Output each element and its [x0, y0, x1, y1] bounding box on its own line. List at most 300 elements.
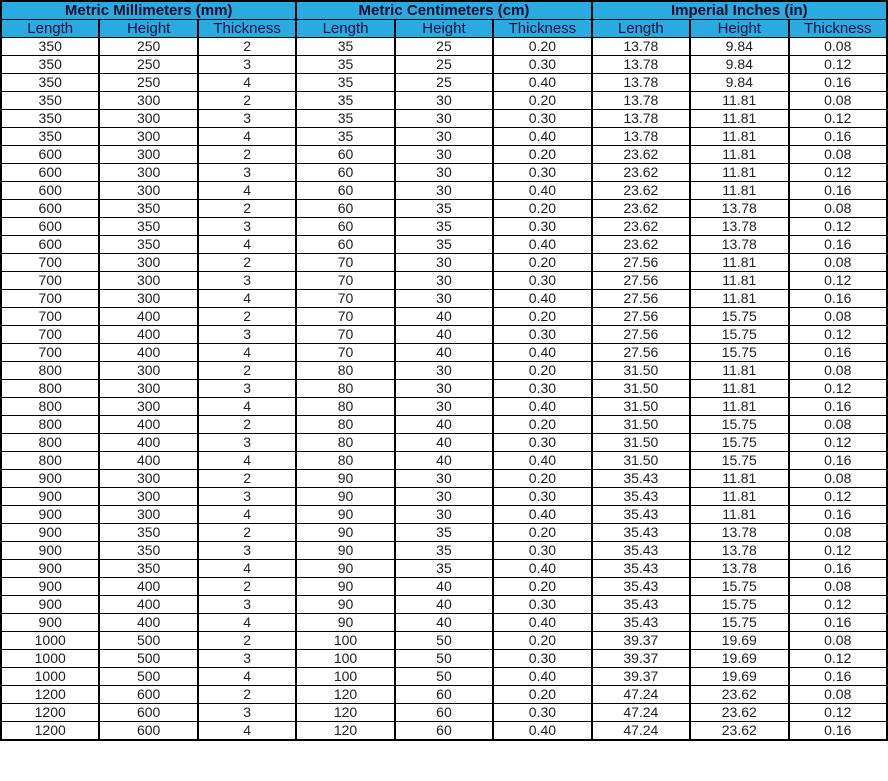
group-header-imperial-in: Imperial Inches (in) — [592, 1, 887, 20]
cell: 39.37 — [592, 632, 690, 650]
cell: 0.08 — [789, 308, 888, 326]
cell: 11.81 — [690, 398, 788, 416]
cell: 700 — [1, 272, 99, 290]
cell: 4 — [198, 506, 296, 524]
cell: 0.20 — [493, 578, 591, 596]
cell: 39.37 — [592, 668, 690, 686]
table-row — [1, 596, 887, 614]
cell: 300 — [99, 488, 197, 506]
cell: 35 — [296, 92, 394, 110]
cell: 30 — [395, 254, 493, 272]
cell: 300 — [99, 254, 197, 272]
cell: 0.12 — [789, 218, 888, 236]
cell: 60 — [296, 200, 394, 218]
cell: 0.16 — [789, 74, 888, 92]
cell: 0.16 — [789, 560, 888, 578]
cell: 600 — [99, 704, 197, 722]
cell: 30 — [395, 506, 493, 524]
cell: 40 — [395, 344, 493, 362]
cell: 4 — [198, 560, 296, 578]
cell: 900 — [1, 488, 99, 506]
cell: 0.16 — [789, 506, 888, 524]
column-header-cm-height: Height — [395, 20, 493, 38]
cell: 30 — [395, 128, 493, 146]
cell: 15.75 — [690, 416, 788, 434]
cell: 25 — [395, 74, 493, 92]
table-row — [1, 326, 887, 344]
cell: 35 — [395, 560, 493, 578]
cell: 13.78 — [690, 218, 788, 236]
cell: 600 — [1, 164, 99, 182]
cell: 25 — [395, 56, 493, 74]
cell: 4 — [198, 452, 296, 470]
cell: 3 — [198, 380, 296, 398]
cell: 0.30 — [493, 218, 591, 236]
column-header-cm-length: Length — [296, 20, 394, 38]
cell: 9.84 — [690, 56, 788, 74]
cell: 1200 — [1, 686, 99, 704]
cell: 2 — [198, 632, 296, 650]
cell: 35.43 — [592, 614, 690, 632]
cell: 0.20 — [493, 146, 591, 164]
cell: 0.40 — [493, 290, 591, 308]
table-row — [1, 272, 887, 290]
cell: 0.08 — [789, 416, 888, 434]
cell: 15.75 — [690, 452, 788, 470]
cell: 90 — [296, 488, 394, 506]
cell: 300 — [99, 146, 197, 164]
cell: 0.12 — [789, 542, 888, 560]
cell: 23.62 — [592, 182, 690, 200]
cell: 23.62 — [592, 218, 690, 236]
cell: 0.30 — [493, 380, 591, 398]
table-body — [1, 38, 887, 741]
table-row — [1, 38, 887, 56]
cell: 0.16 — [789, 236, 888, 254]
cell: 800 — [1, 452, 99, 470]
cell: 27.56 — [592, 308, 690, 326]
cell: 60 — [395, 686, 493, 704]
cell: 19.69 — [690, 668, 788, 686]
cell: 15.75 — [690, 326, 788, 344]
table-row — [1, 200, 887, 218]
cell: 2 — [198, 362, 296, 380]
cell: 13.78 — [690, 236, 788, 254]
cell: 600 — [1, 236, 99, 254]
cell: 47.24 — [592, 722, 690, 741]
cell: 0.08 — [789, 686, 888, 704]
cell: 0.30 — [493, 272, 591, 290]
cell: 13.78 — [592, 56, 690, 74]
cell: 25 — [395, 38, 493, 56]
cell: 0.16 — [789, 668, 888, 686]
cell: 0.12 — [789, 380, 888, 398]
cell: 400 — [99, 326, 197, 344]
cell: 0.16 — [789, 128, 888, 146]
column-header-mm-height: Height — [99, 20, 197, 38]
cell: 0.20 — [493, 362, 591, 380]
cell: 0.20 — [493, 200, 591, 218]
cell: 35.43 — [592, 578, 690, 596]
cell: 500 — [99, 650, 197, 668]
cell: 19.69 — [690, 632, 788, 650]
table-row — [1, 434, 887, 452]
cell: 90 — [296, 470, 394, 488]
cell: 40 — [395, 578, 493, 596]
cell: 2 — [198, 146, 296, 164]
cell: 90 — [296, 596, 394, 614]
table-row — [1, 308, 887, 326]
cell: 35 — [395, 542, 493, 560]
cell: 0.08 — [789, 470, 888, 488]
cell: 9.84 — [690, 74, 788, 92]
table-row — [1, 344, 887, 362]
cell: 35 — [395, 236, 493, 254]
cell: 4 — [198, 182, 296, 200]
table-row — [1, 452, 887, 470]
table-row — [1, 506, 887, 524]
cell: 250 — [99, 56, 197, 74]
cell: 250 — [99, 74, 197, 92]
cell: 800 — [1, 434, 99, 452]
cell: 0.08 — [789, 92, 888, 110]
cell: 400 — [99, 308, 197, 326]
cell: 31.50 — [592, 362, 690, 380]
cell: 300 — [99, 128, 197, 146]
cell: 2 — [198, 92, 296, 110]
cell: 9.84 — [690, 38, 788, 56]
cell: 0.20 — [493, 686, 591, 704]
cell: 27.56 — [592, 290, 690, 308]
cell: 11.81 — [690, 254, 788, 272]
cell: 0.20 — [493, 632, 591, 650]
table-row — [1, 398, 887, 416]
table-row — [1, 722, 887, 741]
cell: 600 — [1, 146, 99, 164]
cell: 600 — [1, 218, 99, 236]
cell: 0.08 — [789, 632, 888, 650]
table-row — [1, 236, 887, 254]
cell: 27.56 — [592, 344, 690, 362]
cell: 0.16 — [789, 398, 888, 416]
cell: 350 — [1, 110, 99, 128]
cell: 35 — [395, 524, 493, 542]
cell: 13.78 — [690, 524, 788, 542]
cell: 13.78 — [690, 542, 788, 560]
cell: 3 — [198, 434, 296, 452]
cell: 1000 — [1, 668, 99, 686]
table-row — [1, 380, 887, 398]
cell: 0.20 — [493, 524, 591, 542]
cell: 60 — [296, 236, 394, 254]
cell: 500 — [99, 632, 197, 650]
cell: 60 — [296, 218, 394, 236]
cell: 80 — [296, 380, 394, 398]
cell: 400 — [99, 452, 197, 470]
cell: 0.30 — [493, 110, 591, 128]
column-header-in-length: Length — [592, 20, 690, 38]
cell: 35.43 — [592, 488, 690, 506]
cell: 31.50 — [592, 452, 690, 470]
table-row — [1, 470, 887, 488]
cell: 90 — [296, 524, 394, 542]
cell: 0.12 — [789, 650, 888, 668]
table-row — [1, 218, 887, 236]
cell: 11.81 — [690, 128, 788, 146]
cell: 35.43 — [592, 524, 690, 542]
cell: 0.30 — [493, 326, 591, 344]
cell: 350 — [1, 56, 99, 74]
cell: 35.43 — [592, 470, 690, 488]
group-header-row — [1, 1, 887, 20]
cell: 50 — [395, 632, 493, 650]
cell: 0.16 — [789, 722, 888, 741]
cell: 30 — [395, 470, 493, 488]
column-header-mm-thickness: Thickness — [198, 20, 296, 38]
cell: 90 — [296, 560, 394, 578]
cell: 0.08 — [789, 146, 888, 164]
cell: 11.81 — [690, 380, 788, 398]
cell: 400 — [99, 344, 197, 362]
cell: 3 — [198, 488, 296, 506]
cell: 31.50 — [592, 416, 690, 434]
cell: 60 — [296, 164, 394, 182]
cell: 3 — [198, 110, 296, 128]
cell: 1000 — [1, 632, 99, 650]
cell: 0.30 — [493, 434, 591, 452]
cell: 0.20 — [493, 416, 591, 434]
cell: 300 — [99, 110, 197, 128]
cell: 13.78 — [592, 92, 690, 110]
cell: 30 — [395, 272, 493, 290]
table-row — [1, 146, 887, 164]
cell: 900 — [1, 470, 99, 488]
cell: 11.81 — [690, 182, 788, 200]
group-header-metric-mm: Metric Millimeters (mm) — [1, 1, 296, 20]
cell: 900 — [1, 596, 99, 614]
table-row — [1, 254, 887, 272]
cell: 40 — [395, 308, 493, 326]
cell: 0.40 — [493, 722, 591, 741]
cell: 80 — [296, 434, 394, 452]
cell: 0.12 — [789, 164, 888, 182]
cell: 80 — [296, 416, 394, 434]
cell: 0.16 — [789, 182, 888, 200]
cell: 400 — [99, 434, 197, 452]
cell: 0.40 — [493, 236, 591, 254]
cell: 900 — [1, 560, 99, 578]
cell: 40 — [395, 452, 493, 470]
cell: 0.40 — [493, 128, 591, 146]
cell: 0.30 — [493, 596, 591, 614]
cell: 1200 — [1, 722, 99, 741]
cell: 40 — [395, 326, 493, 344]
table-row — [1, 74, 887, 92]
cell: 4 — [198, 344, 296, 362]
column-header-in-thickness: Thickness — [789, 20, 888, 38]
cell: 0.16 — [789, 614, 888, 632]
cell: 100 — [296, 650, 394, 668]
cell: 4 — [198, 128, 296, 146]
cell: 35.43 — [592, 506, 690, 524]
cell: 30 — [395, 380, 493, 398]
cell: 35.43 — [592, 542, 690, 560]
table-row — [1, 542, 887, 560]
cell: 900 — [1, 578, 99, 596]
cell: 0.30 — [493, 704, 591, 722]
cell: 0.08 — [789, 362, 888, 380]
cell: 0.08 — [789, 524, 888, 542]
cell: 500 — [99, 668, 197, 686]
cell: 0.08 — [789, 200, 888, 218]
cell: 70 — [296, 344, 394, 362]
cell: 100 — [296, 668, 394, 686]
cell: 300 — [99, 290, 197, 308]
cell: 47.24 — [592, 686, 690, 704]
table-row — [1, 578, 887, 596]
cell: 31.50 — [592, 380, 690, 398]
table-row — [1, 524, 887, 542]
cell: 70 — [296, 290, 394, 308]
cell: 13.78 — [592, 110, 690, 128]
cell: 400 — [99, 578, 197, 596]
cell: 13.78 — [592, 74, 690, 92]
cell: 100 — [296, 632, 394, 650]
cell: 900 — [1, 542, 99, 560]
cell: 0.12 — [789, 110, 888, 128]
cell: 90 — [296, 614, 394, 632]
cell: 2 — [198, 686, 296, 704]
cell: 4 — [198, 290, 296, 308]
cell: 30 — [395, 164, 493, 182]
column-header-row — [1, 20, 887, 38]
table-row — [1, 560, 887, 578]
cell: 0.12 — [789, 704, 888, 722]
cell: 300 — [99, 362, 197, 380]
table-row — [1, 182, 887, 200]
cell: 300 — [99, 92, 197, 110]
table-row — [1, 290, 887, 308]
cell: 0.16 — [789, 344, 888, 362]
cell: 35 — [296, 74, 394, 92]
cell: 350 — [1, 92, 99, 110]
cell: 350 — [99, 524, 197, 542]
cell: 27.56 — [592, 272, 690, 290]
cell: 35.43 — [592, 560, 690, 578]
cell: 0.12 — [789, 56, 888, 74]
cell: 31.50 — [592, 398, 690, 416]
cell: 300 — [99, 380, 197, 398]
cell: 700 — [1, 308, 99, 326]
cell: 23.62 — [592, 236, 690, 254]
cell: 11.81 — [690, 164, 788, 182]
cell: 0.12 — [789, 596, 888, 614]
cell: 40 — [395, 434, 493, 452]
cell: 350 — [1, 128, 99, 146]
cell: 11.81 — [690, 362, 788, 380]
cell: 0.30 — [493, 488, 591, 506]
cell: 700 — [1, 326, 99, 344]
cell: 600 — [99, 722, 197, 741]
cell: 80 — [296, 362, 394, 380]
cell: 2 — [198, 416, 296, 434]
cell: 250 — [99, 38, 197, 56]
cell: 11.81 — [690, 470, 788, 488]
cell: 4 — [198, 722, 296, 741]
cell: 0.40 — [493, 398, 591, 416]
cell: 27.56 — [592, 326, 690, 344]
column-header-mm-length: Length — [1, 20, 99, 38]
cell: 30 — [395, 290, 493, 308]
cell: 0.08 — [789, 254, 888, 272]
cell: 11.81 — [690, 92, 788, 110]
cell: 31.50 — [592, 434, 690, 452]
cell: 0.40 — [493, 560, 591, 578]
table-row — [1, 614, 887, 632]
cell: 40 — [395, 596, 493, 614]
cell: 600 — [1, 200, 99, 218]
table-row — [1, 416, 887, 434]
cell: 0.16 — [789, 290, 888, 308]
cell: 11.81 — [690, 506, 788, 524]
cell: 23.62 — [690, 686, 788, 704]
cell: 11.81 — [690, 290, 788, 308]
cell: 1000 — [1, 650, 99, 668]
cell: 15.75 — [690, 596, 788, 614]
cell: 300 — [99, 182, 197, 200]
cell: 3 — [198, 542, 296, 560]
cell: 0.12 — [789, 326, 888, 344]
cell: 19.69 — [690, 650, 788, 668]
cell: 11.81 — [690, 110, 788, 128]
cell: 70 — [296, 308, 394, 326]
cell: 35 — [296, 56, 394, 74]
cell: 3 — [198, 164, 296, 182]
cell: 3 — [198, 218, 296, 236]
cell: 350 — [99, 542, 197, 560]
table-row — [1, 56, 887, 74]
cell: 2 — [198, 524, 296, 542]
table-row — [1, 362, 887, 380]
cell: 23.62 — [592, 164, 690, 182]
cell: 39.37 — [592, 650, 690, 668]
cell: 4 — [198, 614, 296, 632]
cell: 60 — [296, 146, 394, 164]
cell: 47.24 — [592, 704, 690, 722]
cell: 60 — [296, 182, 394, 200]
cell: 1200 — [1, 704, 99, 722]
cell: 0.20 — [493, 38, 591, 56]
group-header-metric-cm: Metric Centimeters (cm) — [296, 1, 591, 20]
cell: 15.75 — [690, 614, 788, 632]
cell: 90 — [296, 506, 394, 524]
cell: 30 — [395, 182, 493, 200]
cell: 90 — [296, 542, 394, 560]
cell: 600 — [99, 686, 197, 704]
cell: 30 — [395, 92, 493, 110]
cell: 400 — [99, 416, 197, 434]
cell: 0.40 — [493, 668, 591, 686]
cell: 15.75 — [690, 578, 788, 596]
cell: 3 — [198, 650, 296, 668]
cell: 4 — [198, 398, 296, 416]
cell: 120 — [296, 686, 394, 704]
cell: 60 — [395, 722, 493, 741]
cell: 300 — [99, 470, 197, 488]
cell: 70 — [296, 326, 394, 344]
cell: 90 — [296, 578, 394, 596]
cell: 80 — [296, 398, 394, 416]
